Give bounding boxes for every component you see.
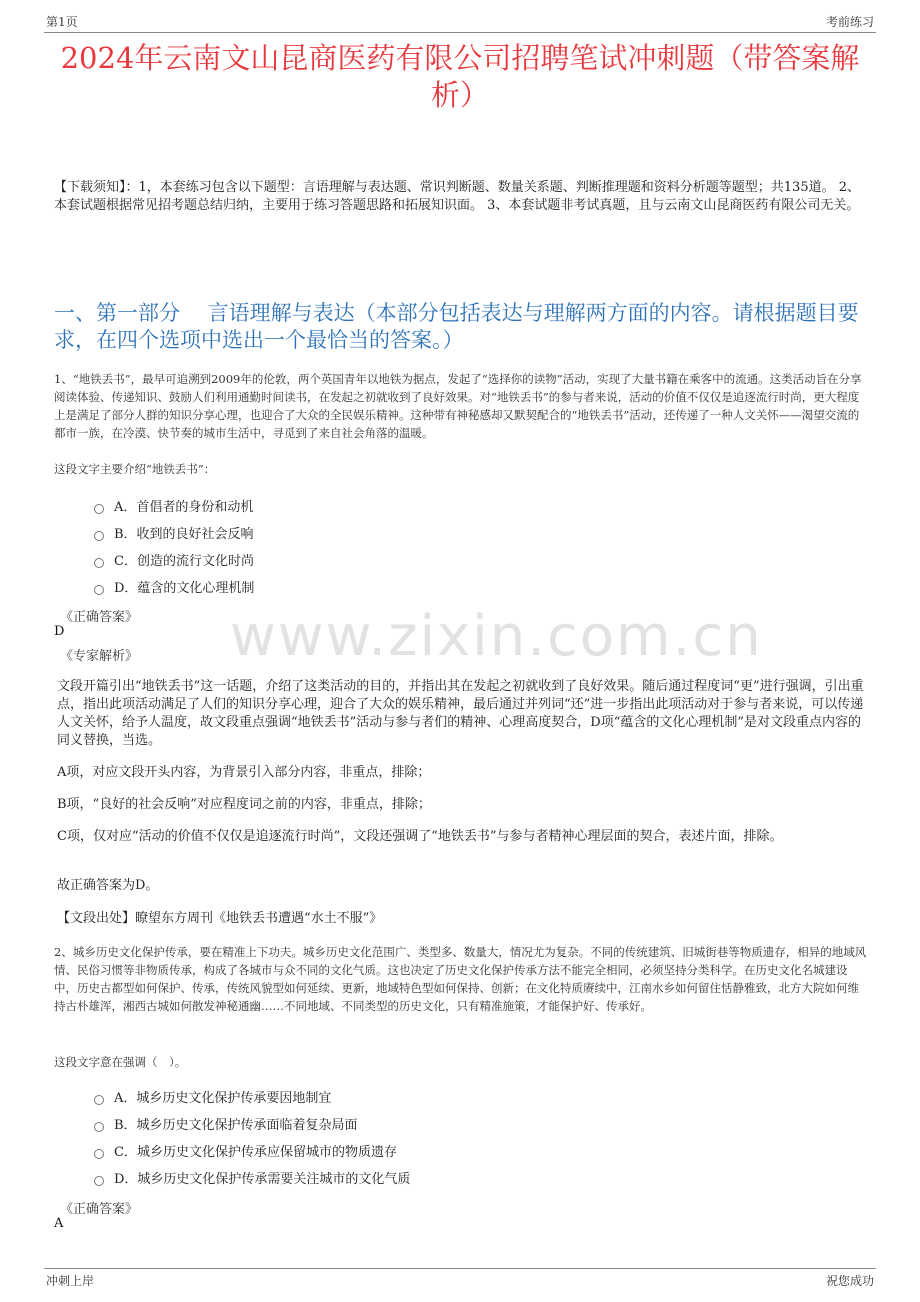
question-1-option-a[interactable] xyxy=(94,496,253,515)
watermark: www.zixin.com.cn xyxy=(230,604,763,669)
question-2-stem: 这段文字意在强调（ ）。 xyxy=(54,1055,187,1069)
question-1-answer: D xyxy=(54,624,65,639)
radio-icon[interactable] xyxy=(94,1149,104,1159)
question-2-option-a[interactable] xyxy=(94,1087,331,1106)
document-title: 2024年云南文山昆商医药有限公司招聘笔试冲刺题（带答案解析） xyxy=(60,41,860,112)
option-label: B．城乡历史文化保护传承面临着复杂局面 xyxy=(114,1118,358,1133)
radio-icon[interactable] xyxy=(94,1095,104,1105)
question-2-answer-label: 《正确答案》 xyxy=(60,1202,139,1217)
option-label: A．城乡历史文化保护传承要因地制宜 xyxy=(114,1091,332,1106)
analysis-paragraph: C项，仅对应“活动的价值不仅仅是追逐流行时尚”，文段还强调了“地铁丢书”与参与者精神心理层面的契合，表述片面，排除。 xyxy=(57,829,783,844)
radio-icon[interactable] xyxy=(94,585,104,595)
question-2-option-d[interactable] xyxy=(94,1168,410,1187)
analysis-paragraph: 文段开篇引出“地铁丢书”这一话题，介绍了这类活动的目的，并指出其在发起之初就收到了良好效果。随后通过程度词“更”进行强调，引出重点，指出此项活动满足了人们的知识分享心理，迎合了大众的娱乐精神，最后通过并列词“还”进一步指出此项活动对于参与者来说，可以传递人文关怀，给予人温度，故文段重点强调“地铁丢书”活动与参与者们的精神、心理高度契合，D项“蕴含的文化心理机制”是对文段重点内容的同义替换，当选。 xyxy=(57,679,864,748)
passage-source: 【文段出处】瞭望东方周刊《地铁丢书遭遇“水土不服”》 xyxy=(57,911,383,926)
header-tag: 考前练习 xyxy=(825,15,874,29)
question-2-passage: 2、城乡历史文化保护传承，要在精准上下功夫。城乡历史文化范围广、类型多、数量大，情况尤为复杂。不同的传统建筑、旧城街巷等物质遗存，相异的地域风情、民俗习惯等非物质传承，构成了各城市与众不同的文化气质。这也决定了历史文化保护传承方法不能完全相同，必须坚持分类科学。在历史文化名城建设中，历史古都型如何保护、传承，传统风貌型如何延续、更新，地域特色型如何保持、创新；在文化特质赓续中，江南水乡如何留住恬静雅致，北方大院如何维持古朴雄浑，湘西古城如何散发神秘通幽……不同地域、不同类型的历史文化，只有精准施策，才能保护好、传承好。 xyxy=(54,945,867,1013)
question-2-option-c[interactable] xyxy=(94,1141,397,1160)
question-1-passage: 1、“地铁丢书”，最早可追溯到2009年的伦敦，两个英国青年以地铁为据点，发起了“选择你的读物”活动，实现了大量书籍在乘客中的流通。这类活动旨在分享阅读体验、传递知识、鼓励人们利用通勤时间读书，在发起之初就收到了良好效果。对“地铁丢书”的参与者来说，活动的价值不仅仅是追逐流行时尚，更大程度上是满足了部分人群的知识分享心理，也迎合了大众的全民娱乐精神。这种带有神秘感却又默契配合的“地铁丢书”活动，还传递了一种人文关怀——渴望交流的都市一族，在冷漠、快节奏的城市生活中，寻觅到了来自社会角落的温暖。 xyxy=(54,372,862,440)
page-number: 第1页 xyxy=(46,15,78,29)
radio-icon[interactable] xyxy=(94,558,104,568)
question-1-option-c[interactable] xyxy=(94,550,254,569)
question-2-option-b[interactable] xyxy=(94,1114,358,1133)
radio-icon[interactable] xyxy=(94,1176,104,1186)
analysis-paragraph: B项，“良好的社会反响”对应程度词之前的内容，非重点，排除； xyxy=(57,797,431,812)
header-divider xyxy=(44,32,876,33)
footer-left: 冲刺上岸 xyxy=(46,1274,95,1288)
option-label: C．创造的流行文化时尚 xyxy=(114,554,254,569)
question-1-option-d[interactable] xyxy=(94,577,254,596)
option-label: B．收到的良好社会反响 xyxy=(114,527,254,542)
analysis-paragraph: A项，对应文段开头内容，为背景引入部分内容，非重点，排除； xyxy=(57,765,431,780)
footer-divider xyxy=(44,1268,876,1269)
radio-icon[interactable] xyxy=(94,504,104,514)
radio-icon[interactable] xyxy=(94,531,104,541)
question-1-option-b[interactable] xyxy=(94,523,254,542)
question-1-answer-label: 《正确答案》 xyxy=(60,610,139,625)
section-title: 一、第一部分 言语理解与表达（本部分包括表达与理解两方面的内容。请根据题目要求，在四个选项中选出一个最恰当的答案。） xyxy=(54,301,859,352)
download-notice: 【下载须知】：1，本套练习包含以下题型：言语理解与表达题、常识判断题、数量关系题、判断推理题和资料分析题等题型；共135道。 2、本套试题根据常见招考题总结归纳，主要用于练习答题思路和拓展知识面。 3、本套试题非考试真题，且与云南文山昆商医药有限公司无关。 xyxy=(54,180,860,213)
option-label: D．城乡历史文化保护传承需要关注城市的文化气质 xyxy=(114,1172,411,1187)
option-label: C．城乡历史文化保护传承应保留城市的物质遗存 xyxy=(114,1145,397,1160)
option-label: A．首倡者的身份和动机 xyxy=(114,500,254,515)
radio-icon[interactable] xyxy=(94,1122,104,1132)
option-label: D．蕴含的文化心理机制 xyxy=(114,581,255,596)
footer-right: 祝您成功 xyxy=(825,1274,874,1288)
question-2-answer: A xyxy=(54,1216,64,1231)
question-1-stem: 这段文字主要介绍“地铁丢书”： xyxy=(54,462,216,476)
analysis-paragraph: 故正确答案为D。 xyxy=(57,878,159,893)
question-1-analysis-label: 《专家解析》 xyxy=(60,649,139,664)
